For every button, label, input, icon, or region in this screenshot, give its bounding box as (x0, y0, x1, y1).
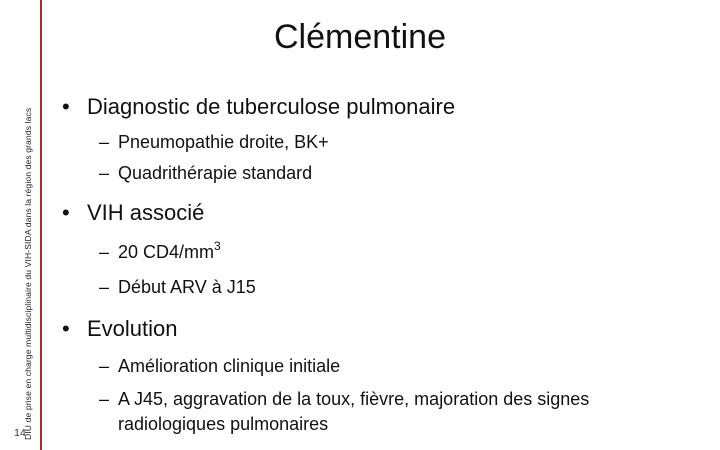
sidebar (0, 0, 40, 450)
sub-item-amelioration: – Amélioration clinique initiale (60, 354, 700, 379)
accent-divider (40, 0, 42, 450)
bullet-diagnostic: • Diagnostic de tuberculose pulmonaire (60, 90, 700, 124)
page-number: 14 (14, 427, 26, 439)
sub-item-pneumopathie: – Pneumopathie droite, BK+ (60, 130, 700, 155)
sub-item-cd4 (60, 240, 700, 265)
slide-content (60, 90, 700, 437)
slide-title: Clémentine (274, 18, 446, 56)
bullet-vih: • VIH associé (60, 196, 700, 230)
sub-item-arv: – Début ARV à J15 (60, 275, 700, 300)
course-caption: DIU de prise en charge multidisciplinaire du VIH-SIDA dans la région des grands lacs (23, 107, 33, 440)
sub-item-aggravation: – A J45, aggravation de la toux, fièvre, majoration des signes radiologiques pulmonaires (60, 387, 700, 437)
bullet-evolution: • Evolution (60, 312, 700, 346)
cd4-superscript: 3 (214, 239, 221, 253)
cd4-text: 20 CD4/mm (118, 242, 215, 262)
sub-item-quadritherapie: – Quadrithérapie standard (60, 161, 700, 186)
